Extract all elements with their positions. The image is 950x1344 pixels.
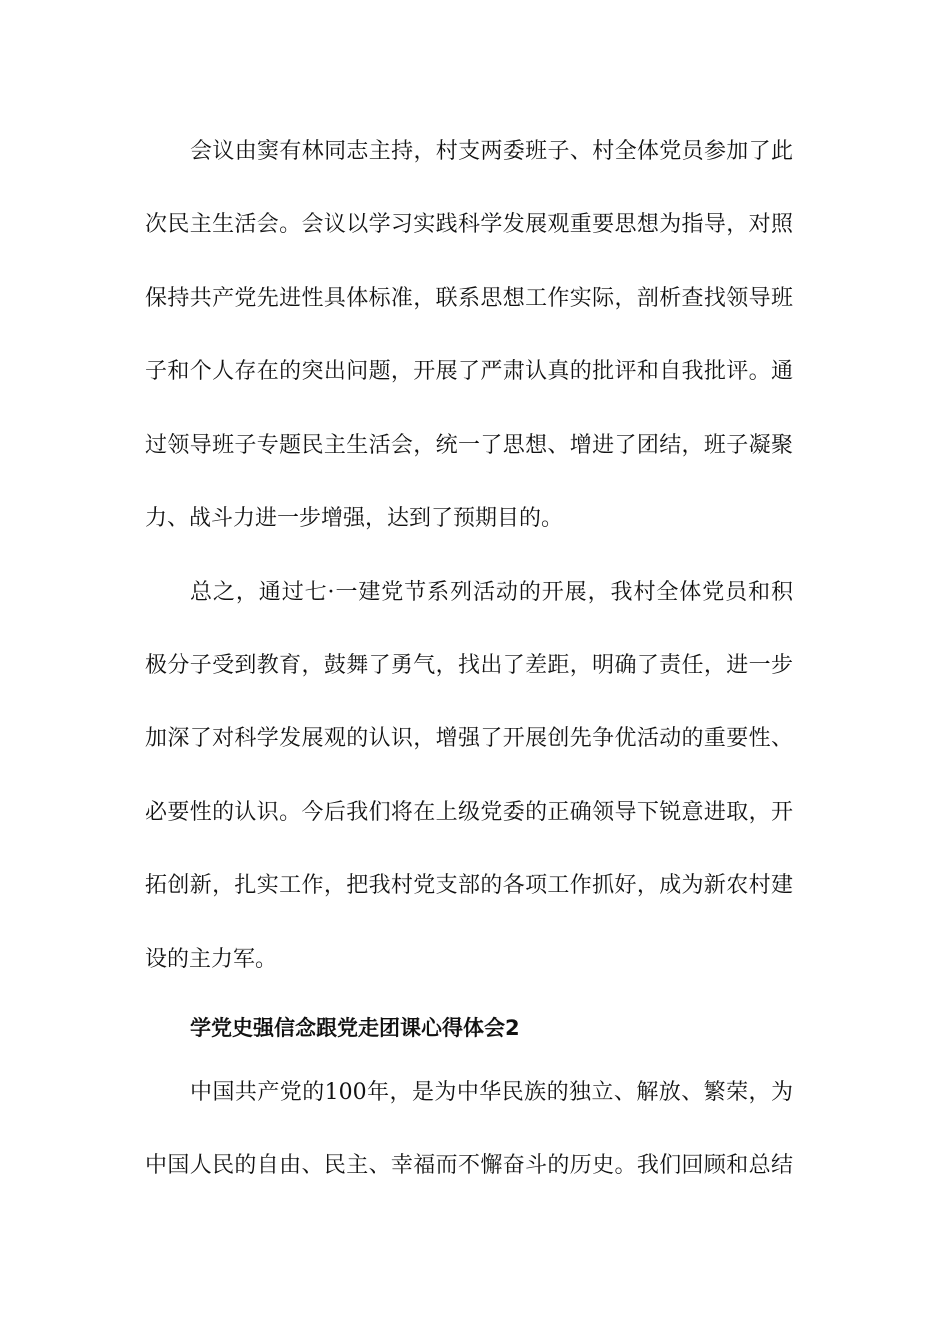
paragraph-2-line-6: 设的主力军。 bbox=[145, 947, 278, 972]
section-paragraph-line-1: 中国共产党的100年，是为中华民族的独立、解放、繁荣，为 bbox=[190, 1080, 793, 1105]
paragraph-1-line-4: 子和个人存在的突出问题，开展了严肃认真的批评和自我批评。通 bbox=[145, 359, 793, 384]
paragraph-1-line-2: 次民主生活会。会议以学习实践科学发展观重要思想为指导，对照 bbox=[145, 212, 793, 237]
paragraph-2-line-4: 必要性的认识。今后我们将在上级党委的正确领导下锐意进取，开 bbox=[145, 800, 793, 825]
section-heading: 学党史强信念跟党走团课心得体会2 bbox=[190, 1016, 520, 1040]
paragraph-1-line-5: 过领导班子专题民主生活会，统一了思想、增进了团结，班子凝聚 bbox=[145, 433, 793, 458]
paragraph-1-line-3: 保持共产党先进性具体标准，联系思想工作实际，剖析查找领导班 bbox=[145, 286, 793, 311]
section-paragraph-line-2: 中国人民的自由、民主、幸福而不懈奋斗的历史。我们回顾和总结 bbox=[145, 1153, 793, 1178]
paragraph-2-line-3: 加深了对科学发展观的认识，增强了开展创先争优活动的重要性、 bbox=[145, 726, 793, 751]
paragraph-2-line-2: 极分子受到教育，鼓舞了勇气，找出了差距，明确了责任，进一步 bbox=[145, 653, 793, 678]
paragraph-2-line-1: 总之，通过七·一建党节系列活动的开展，我村全体党员和积 bbox=[190, 580, 793, 605]
paragraph-1-line-1: 会议由窦有林同志主持，村支两委班子、村全体党员参加了此 bbox=[190, 139, 793, 164]
paragraph-2-line-5: 拓创新，扎实工作，把我村党支部的各项工作抓好，成为新农村建 bbox=[145, 873, 793, 898]
paragraph-1-line-6: 力、战斗力进一步增强，达到了预期目的。 bbox=[145, 506, 564, 531]
